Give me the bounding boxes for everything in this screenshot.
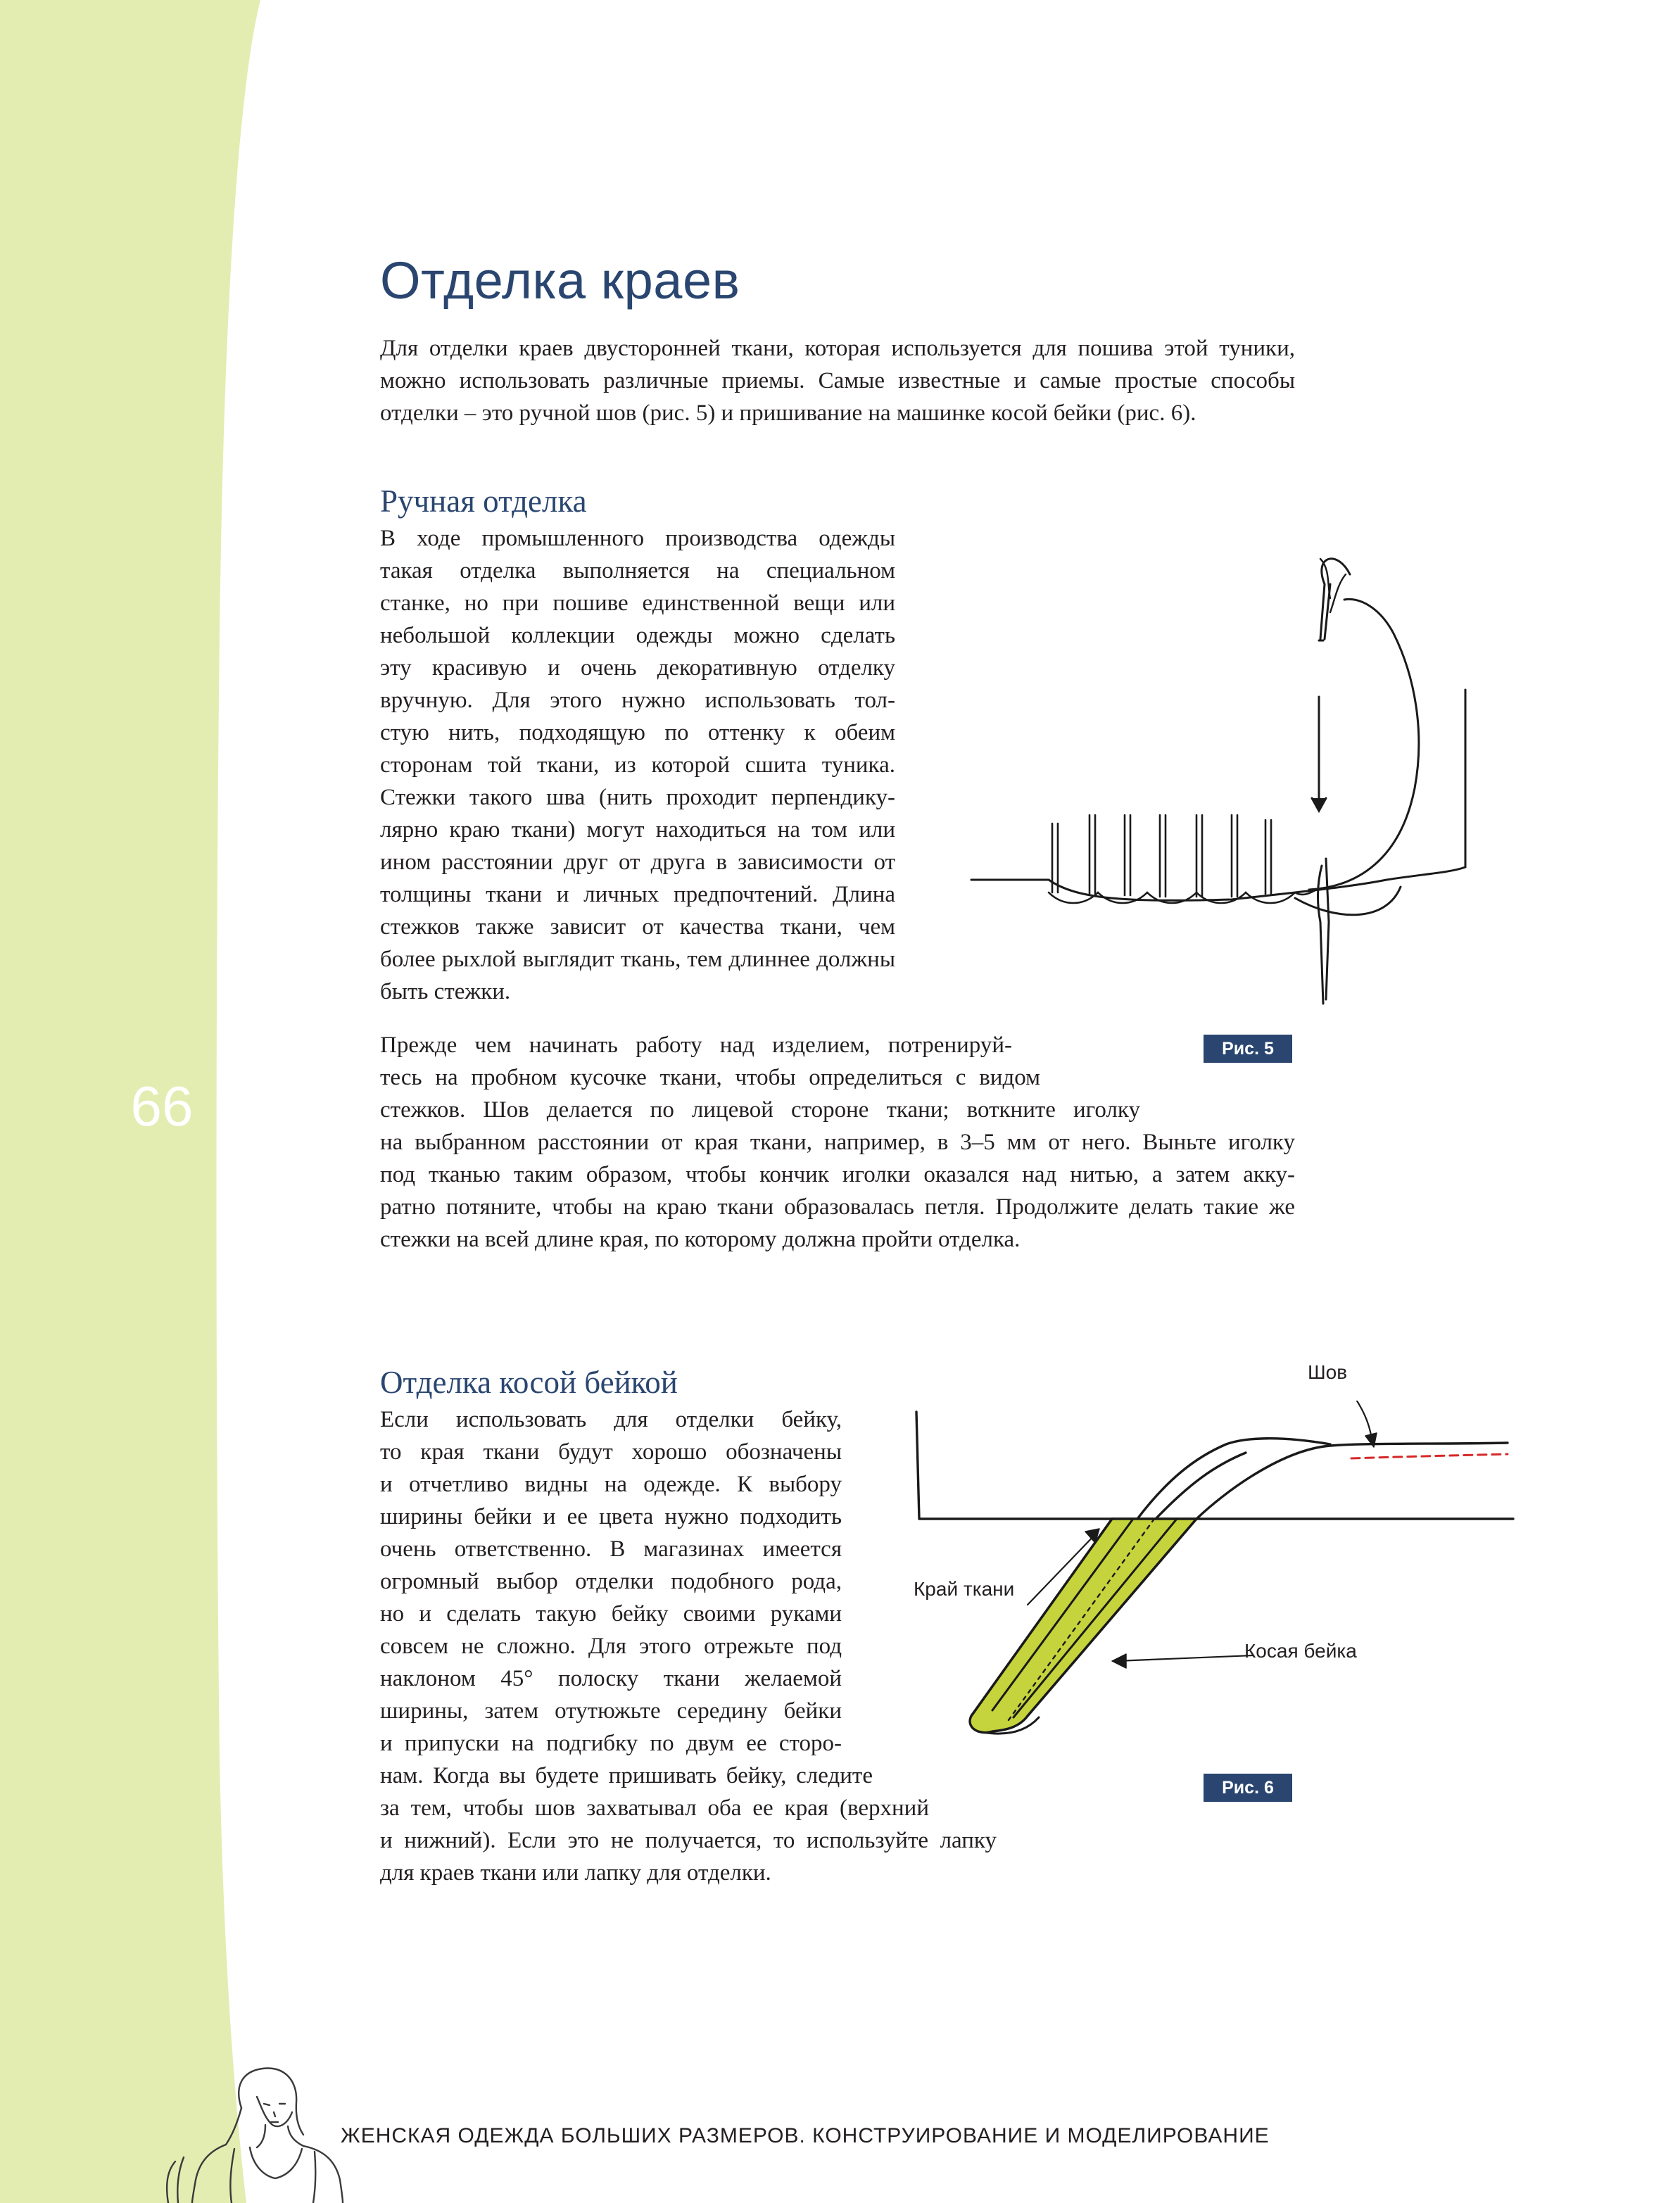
text-line: можно использовать различные приемы. Самые известные и самые простые способы <box>380 368 1295 393</box>
text-line: отделки – это ручной шов (рис. 5) и пришивание на машинке косой бейки (рис. 6). <box>380 400 1196 426</box>
text-line: Стежки такого шва (нить проходит перпендику- <box>380 785 895 810</box>
text-line: эту красивую и очень декоративную отделку <box>380 655 895 681</box>
text-line: но и сделать такую бейку своими руками <box>380 1601 842 1627</box>
text-line: и отчетливо видны на одежде. К выбору <box>380 1472 842 1497</box>
text-line: ратно потяните, чтобы на краю ткани образовалась петля. Продолжите делать такие же <box>380 1194 1295 1220</box>
text-line: очень ответственно. В магазинах имеется <box>380 1536 842 1562</box>
text-line: вручную. Для этого нужно использовать тол- <box>380 688 895 713</box>
text-line: ширины, затем отутюжьте середину бейки <box>380 1698 842 1724</box>
text-line: для краев ткани или лапку для отделки. <box>380 1860 771 1886</box>
text-line: такая отделка выполняется на специальном <box>380 558 895 583</box>
text-line: стежков также зависит от качества ткани, чем <box>380 914 895 940</box>
figure-5-label: Рис. 5 <box>1204 1035 1292 1063</box>
hand-finish-title: Ручная отделка <box>380 484 587 519</box>
hand-stitch-figure <box>964 556 1499 1006</box>
text-line: сторонам той ткани, из которой сшита туника. <box>380 752 895 778</box>
text-line: Если использовать для отделки бейку, <box>380 1407 842 1432</box>
hand-finish-paragraph-2 <box>380 1029 1295 1256</box>
footer-book-title: ЖЕНСКАЯ ОДЕЖДА БОЛЬШИХ РАЗМЕРОВ. КОНСТРУИРОВАНИЕ И МОДЕЛИРОВАНИЕ <box>341 2124 1270 2147</box>
text-line: стую нить, подходящую по оттенку к обеим <box>380 720 895 745</box>
text-line: Прежде чем начинать работу над изделием, потренируй- <box>380 1033 1012 1058</box>
text-line: нам. Когда вы будете пришивать бейку, следите <box>380 1763 873 1788</box>
thread-loop <box>1309 599 1419 890</box>
text-line: лярно краю ткани) могут находиться на том или <box>380 817 895 842</box>
text-line: небольшой коллекции одежды можно сделать <box>380 623 895 648</box>
text-line: и припуски на подгибку по двум ее сторо- <box>380 1731 842 1756</box>
text-line: наклоном 45° полоску ткани желаемой <box>380 1666 842 1691</box>
bias-tape-callout: Косая бейка <box>1244 1640 1357 1662</box>
text-line: Для отделки краев двусторонней ткани, которая используется для пошива этой туники, <box>380 336 1295 361</box>
text-line: быть стежки. <box>380 979 511 1004</box>
section-title: Отделка краев <box>380 251 740 310</box>
seam-callout: Шов <box>1308 1361 1348 1383</box>
text-line: толщины ткани и личных предпочтений. Длина <box>380 882 895 907</box>
figure-6-label: Рис. 6 <box>1204 1774 1292 1802</box>
text-line: станке, но при пошиве единственной вещи или <box>380 591 895 616</box>
text-line: ширины бейки и ее цвета нужно подходить <box>380 1504 842 1529</box>
text-line: ином расстоянии друг от друга в зависимости от <box>380 850 895 875</box>
text-line: огромный выбор отделки подобного рода, <box>380 1569 842 1594</box>
text-line: под тканью таким образом, чтобы кончик иголки оказался над нитью, а затем акку- <box>380 1162 1295 1187</box>
seam-line <box>1351 1454 1508 1458</box>
page-number: 66 <box>130 1075 194 1137</box>
needle-lower <box>1318 866 1324 1004</box>
fabric-edge-line <box>971 690 1465 900</box>
hand-finish-paragraph <box>380 522 895 1008</box>
text-line: то края ткани будут хорошо обозначены <box>380 1439 842 1465</box>
intro-paragraph <box>380 332 1295 429</box>
bias-tape-arrow-icon <box>1116 1655 1253 1661</box>
stitch-group <box>1049 815 1316 903</box>
text-line: на выбранном расстоянии от края ткани, например, в 3–5 мм от него. Выньте иголку <box>380 1130 1295 1155</box>
text-line: В ходе промышленного производства одежды <box>380 526 895 551</box>
text-line: и нижний). Если это не получается, то используйте лапку <box>380 1828 997 1853</box>
bias-tape <box>970 1519 1196 1733</box>
text-line: совсем не сложно. Для этого отрежьте под <box>380 1634 842 1659</box>
bias-finish-title: Отделка косой бейкой <box>380 1365 678 1400</box>
text-line: тесь на пробном кусочке ткани, чтобы определиться с видом <box>380 1065 1040 1090</box>
text-line: стежки на всей длине края, по которому должна пройти отделка. <box>380 1227 1021 1252</box>
text-line: более рыхлой выглядит ткань, тем длиннее должны <box>380 947 895 972</box>
text-line: стежков. Шов делается по лицевой стороне ткани; воткните иголку <box>380 1097 1140 1123</box>
fabric-edge-callout: Край ткани <box>914 1578 1015 1600</box>
text-line: за тем, чтобы шов захватывал оба ее края (верхний <box>380 1795 929 1821</box>
